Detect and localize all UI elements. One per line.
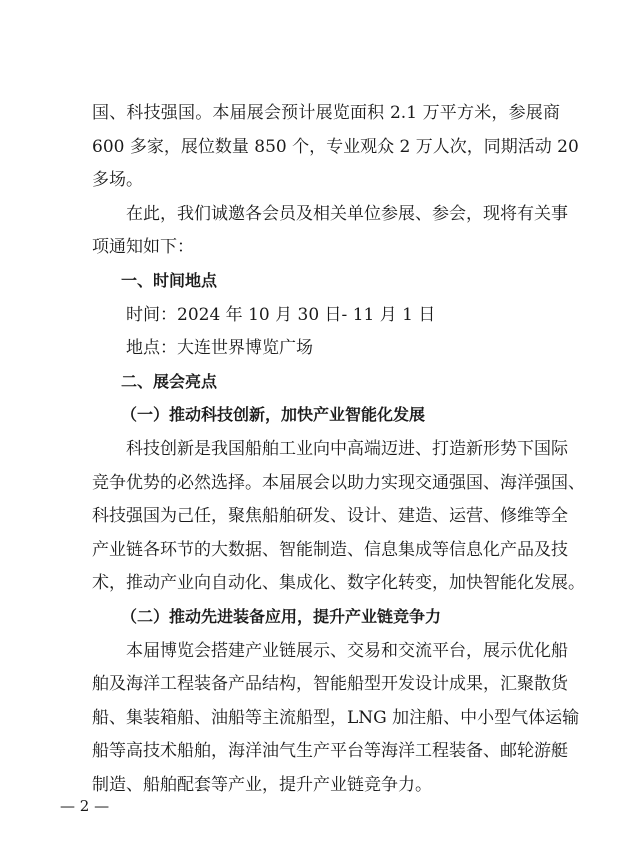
section-heading-time-place: 一、时间地点 bbox=[121, 271, 218, 290]
invite-line-2: 项通知如下： bbox=[92, 237, 194, 258]
subsection-heading-equipment: （二）推动先进装备应用，提升产业链竞争力 bbox=[121, 607, 442, 626]
equipment-line-1: 本届博览会搭建产业链展示、交易和交流平台，展示优化船 bbox=[126, 640, 568, 661]
equipment-line-3: 船、集装箱船、油船等主流船型，LNG 加注船、中小型气体运输 bbox=[92, 707, 580, 728]
event-time: 时间：2024 年 10 月 30 日- 11 月 1 日 bbox=[126, 304, 436, 325]
equipment-line-2: 舶及海洋工程装备产品结构，智能船型开发设计成果，汇聚散货 bbox=[92, 674, 568, 695]
innovation-line-4: 产业链各环节的大数据、智能制造、信息集成等信息化产品及技 bbox=[92, 539, 568, 560]
equipment-line-5: 制造、船舶配套等产业，提升产业链竞争力。 bbox=[92, 775, 432, 795]
equipment-line-4: 船等高技术船舶，海洋油气生产平台等海洋工程装备、邮轮游艇 bbox=[92, 741, 568, 762]
event-place: 地点：大连世界博览广场 bbox=[126, 338, 313, 359]
invite-line-1: 在此，我们诚邀各会员及相关单位参展、参会，现将有关事 bbox=[126, 203, 568, 224]
innovation-line-1: 科技创新是我国船舶工业向中高端迈进、打造新形势下国际 bbox=[126, 439, 568, 459]
innovation-line-2: 竞争优势的必然选择。本届展会以助力实现交通强国、海洋强国、 bbox=[92, 472, 585, 493]
intro-line-3: 多场。 bbox=[92, 170, 143, 191]
page-number: — 2 — bbox=[60, 797, 110, 815]
innovation-line-5: 术，推动产业向自动化、集成化、数字化转变，加快智能化发展。 bbox=[92, 573, 585, 594]
intro-line-1: 国、科技强国。本届展会预计展览面积 2.1 万平方米，参展商 bbox=[92, 103, 560, 123]
intro-line-2: 600 多家，展位数量 850 个，专业观众 2 万人次，同期活动 20 bbox=[92, 136, 579, 157]
subsection-heading-innovation: （一）推动科技创新，加快产业智能化发展 bbox=[121, 405, 426, 425]
innovation-line-3: 科技强国为己任，聚焦船舶研发、设计、建造、运营、修维等全 bbox=[92, 506, 568, 527]
section-heading-highlights: 二、展会亮点 bbox=[121, 371, 218, 391]
